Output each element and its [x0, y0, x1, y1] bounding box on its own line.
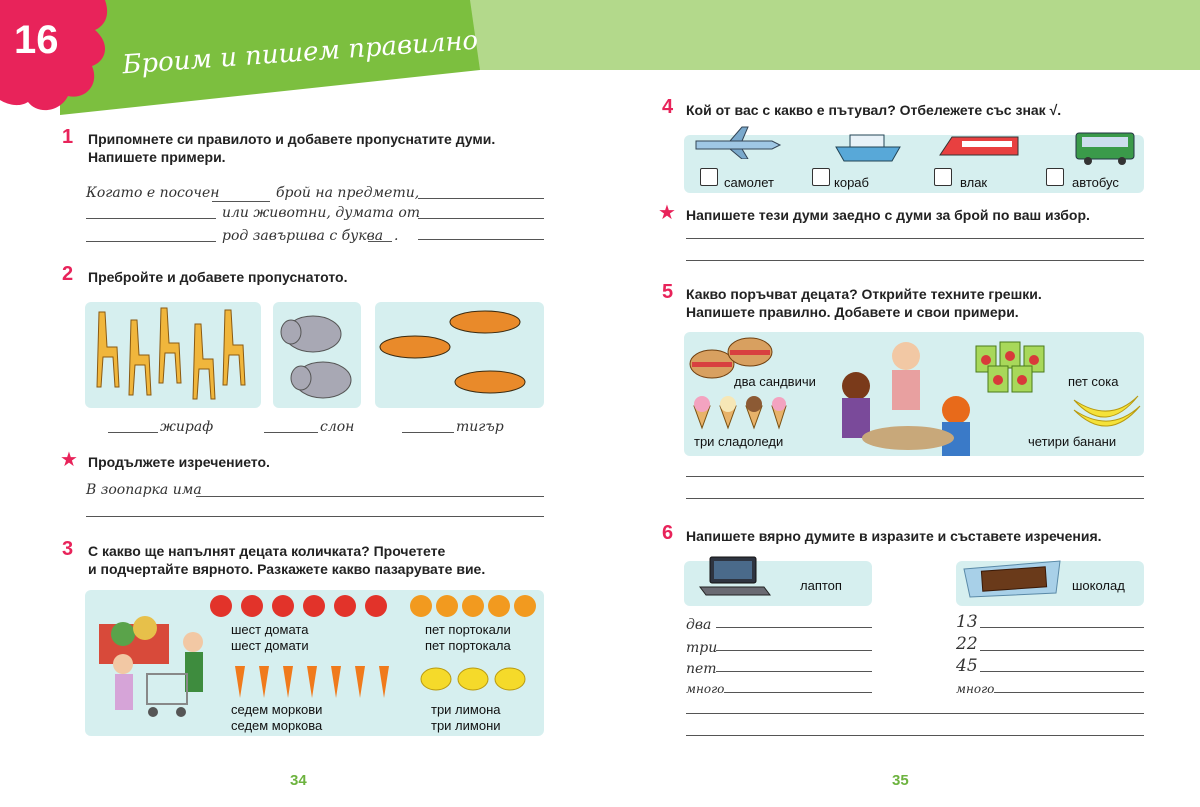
write-line-r5[interactable] — [686, 713, 1144, 714]
blank-2[interactable] — [86, 218, 216, 219]
chocolate-panel — [956, 561, 1144, 606]
bus-icon — [1074, 131, 1136, 165]
tiger-illustration — [375, 302, 544, 408]
ice-cream-icon — [688, 394, 788, 430]
giraffe-panel — [85, 302, 261, 408]
shopping-panel — [85, 590, 544, 736]
star-icon: ★ — [658, 202, 676, 224]
task1-instruction-1: Припомнете си правилото и добавете пропуснатите думи. — [88, 131, 496, 147]
giraffe-illustration — [85, 302, 261, 408]
star-icon: ★ — [60, 449, 78, 471]
carrot-option-1[interactable]: седем моркови — [231, 702, 323, 717]
elephant-illustration — [273, 302, 361, 408]
quantity-left-3: пет — [686, 661, 717, 677]
checkbox-bus[interactable] — [1046, 168, 1064, 186]
bananas-icon — [1070, 388, 1142, 438]
write-line-r4[interactable] — [686, 498, 1144, 499]
chocolate-line-2[interactable] — [980, 650, 1144, 651]
rule-text-2: или животни, думата от — [222, 205, 421, 221]
task2-number: 2 — [62, 263, 74, 285]
children-shopping-illustration — [93, 604, 217, 732]
write-line-r3[interactable] — [686, 476, 1144, 477]
airplane-icon — [692, 125, 782, 159]
lemon-option-1[interactable]: три лимона — [431, 702, 501, 717]
lemon-option-2[interactable]: три лимони — [431, 718, 501, 733]
rule-text-3a: род завършва с буква — [222, 228, 384, 244]
elephant-panel — [273, 302, 361, 408]
juice-boxes-icon — [974, 332, 1054, 396]
blank-4[interactable] — [368, 241, 392, 242]
laptop-line-1[interactable] — [716, 627, 872, 628]
quantity-left-4: много — [686, 682, 725, 696]
chocolate-icon — [960, 555, 1064, 601]
task4-number: 4 — [662, 96, 674, 118]
quantity-left-2: три — [686, 640, 718, 656]
vehicle-label-airplane: самолет — [724, 175, 774, 190]
task6-instruction: Напишете вярно думите в изразите и съставете изречения. — [686, 528, 1102, 544]
oranges-icon — [409, 594, 539, 618]
example-line-1[interactable] — [418, 198, 544, 199]
giraffe-blank[interactable] — [108, 432, 158, 433]
word-chocolate: шоколад — [1072, 578, 1125, 593]
vehicle-label-ship: кораб — [834, 175, 869, 190]
children-ordering-illustration — [826, 338, 986, 456]
lemons-icon — [419, 664, 529, 694]
checkbox-train[interactable] — [934, 168, 952, 186]
page-title: Броим и пишем правилно — [121, 25, 480, 81]
zoo-line-1[interactable] — [196, 496, 544, 497]
tomatoes-icon — [209, 594, 399, 618]
quantity-right-3: 45 — [956, 656, 978, 676]
order-juice: пет сока — [1068, 374, 1119, 389]
blank-3[interactable] — [86, 241, 216, 242]
write-line-r2[interactable] — [686, 260, 1144, 261]
order-bananas: четири банани — [1028, 434, 1117, 449]
order-ice-cream: три сладоледи — [694, 434, 784, 449]
carrots-icon — [225, 660, 395, 700]
star-task-right-instruction: Напишете тези думи заедно с думи за брой по ваш избор. — [686, 207, 1090, 223]
vehicle-label-bus: автобус — [1072, 175, 1119, 190]
tomato-option-2[interactable]: шест домати — [231, 638, 309, 653]
checkbox-airplane[interactable] — [700, 168, 718, 186]
laptop-icon — [698, 555, 772, 599]
task5-number: 5 — [662, 281, 674, 303]
page-number-right: 35 — [892, 772, 909, 789]
quantity-right-1: 13 — [956, 612, 978, 632]
tomato-option-1[interactable]: шест домата — [231, 622, 309, 637]
train-icon — [938, 131, 1022, 159]
task4-instruction: Кой от вас с какво е пътувал? Отбележете със знак √. — [686, 102, 1062, 118]
laptop-panel — [684, 561, 872, 606]
task2-instruction: Пребройте и добавете пропуснатото. — [88, 269, 348, 285]
word-laptop: лаптоп — [800, 578, 842, 593]
task3-instruction-2: и подчертайте вярното. Разкажете какво пазарувате вие. — [88, 561, 486, 577]
header-light-band — [470, 0, 1200, 70]
orange-option-2[interactable]: пет портокала — [425, 638, 511, 653]
carrot-option-2[interactable]: седем моркова — [231, 718, 323, 733]
laptop-line-3[interactable] — [716, 671, 872, 672]
ordering-panel — [684, 332, 1144, 456]
zoo-line-2[interactable] — [86, 516, 544, 517]
tiger-label: тигър — [456, 419, 504, 435]
rule-text-1b: брой на предмети, — [276, 185, 420, 201]
example-line-3[interactable] — [418, 239, 544, 240]
quantity-right-2: 22 — [956, 634, 978, 654]
laptop-line-4[interactable] — [724, 692, 872, 693]
rule-text-1a: Когато е посочен — [86, 185, 220, 201]
task3-number: 3 — [62, 538, 74, 560]
task5-instruction-2: Напишете правилно. Добавете и свои примери. — [686, 304, 1019, 320]
task1-number: 1 — [62, 126, 74, 148]
chocolate-line-4[interactable] — [994, 692, 1144, 693]
chocolate-line-1[interactable] — [980, 627, 1144, 628]
task6-number: 6 — [662, 522, 674, 544]
elephant-blank[interactable] — [264, 432, 318, 433]
blank-1[interactable] — [212, 201, 270, 202]
giraffe-label: жираф — [160, 419, 214, 435]
page-number-left: 34 — [290, 772, 307, 789]
write-line-r6[interactable] — [686, 735, 1144, 736]
orange-option-1[interactable]: пет портокали — [425, 622, 511, 637]
vehicle-label-train: влак — [960, 175, 988, 190]
task5-instruction-1: Какво поръчват децата? Открийте техните грешки. — [686, 286, 1042, 302]
rule-text-3b: . — [394, 228, 399, 244]
zoo-sentence-start: В зоопарка има — [86, 482, 202, 498]
tiger-panel — [375, 302, 544, 408]
quantity-right-4: много — [956, 682, 995, 696]
elephant-label: слон — [320, 419, 355, 435]
order-sandwiches: два сандвичи — [734, 374, 816, 389]
vehicles-panel — [684, 135, 1144, 193]
quantity-left-1: два — [686, 617, 712, 633]
example-line-2[interactable] — [418, 218, 544, 219]
ship-icon — [834, 127, 902, 163]
lesson-number: 16 — [14, 18, 59, 62]
tiger-blank[interactable] — [402, 432, 454, 433]
write-line-r1[interactable] — [686, 238, 1144, 239]
checkbox-ship[interactable] — [812, 168, 830, 186]
star-task-left-instruction: Продължете изречението. — [88, 454, 270, 470]
chocolate-line-3[interactable] — [980, 671, 1144, 672]
task3-instruction-1: С какво ще напълнят децата количката? Прочетете — [88, 543, 446, 559]
task1-instruction-2: Напишете примери. — [88, 149, 226, 165]
laptop-line-2[interactable] — [716, 650, 872, 651]
